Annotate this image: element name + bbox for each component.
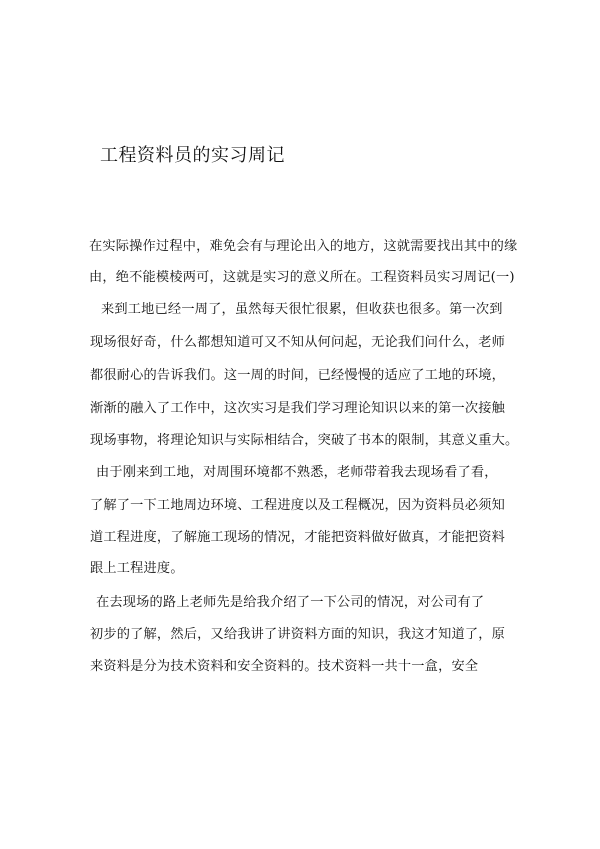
body-line-7: 现场事物，将理论知识与实际相结合，突破了书本的限制，其意义重大。 bbox=[90, 433, 519, 448]
body-line-5: 都很耐心的告诉我们。这一周的时间，已经慢慢的适应了工地的环境， bbox=[90, 368, 506, 383]
body-line-4: 现场很好奇，什么都想知道可又不知从何问起，无论我们问什么，老师 bbox=[90, 335, 506, 350]
body-line-8: 由于刚来到工地，对周围环境都不熟悉，老师带着我去现场看了看， bbox=[96, 465, 498, 480]
body-line-11: 跟上工程进度。 bbox=[90, 561, 184, 576]
body-line-2: 由，绝不能模棱两可，这就是实习的意义所在。工程资料员实习周记(一) bbox=[89, 270, 515, 285]
document-title: 工程资料员的实习周记 bbox=[100, 145, 285, 166]
body-line-14: 来资料是分为技术资料和安全资料的。技术资料一共十一盒，安全 bbox=[90, 659, 479, 674]
body-line-13: 初步的了解，然后，又给我讲了讲资料方面的知识，我这才知道了，原 bbox=[90, 627, 506, 642]
body-line-1: 在实际操作过程中，难免会有与理论出入的地方，这就需要找出其中的缘 bbox=[89, 239, 518, 254]
body-line-3: 来到工地已经一周了，虽然每天很忙很累，但收获也很多。第一次到 bbox=[101, 302, 503, 317]
body-line-10: 道工程进度，了解施工现场的情况，才能把资料做好做真，才能把资料 bbox=[90, 530, 506, 545]
body-line-6: 渐渐的融入了工作中，这次实习是我们学习理论知识以来的第一次接触 bbox=[90, 401, 506, 416]
body-line-9: 了解了一下工地周边环境、工程进度以及工程概况，因为资料员必须知 bbox=[90, 498, 506, 513]
body-line-12: 在去现场的路上老师先是给我介绍了一下公司的情况，对公司有了 bbox=[96, 595, 485, 610]
